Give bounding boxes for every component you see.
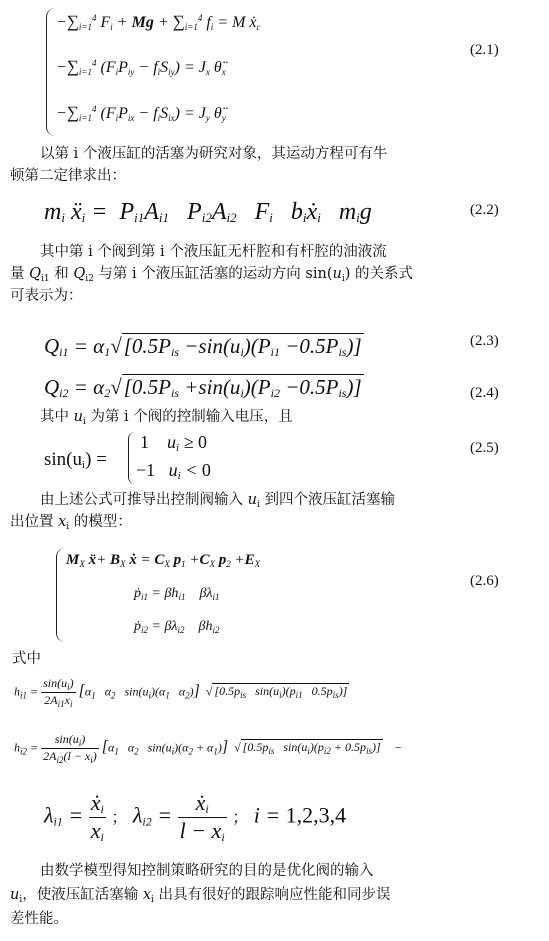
equation-2-6-line1: $M_X$ ẍ+ $B_X$ ẋ = $C_X$ $p_1 +C_X$ $p_2 +E_X$	[66, 552, 261, 569]
equation-2-6-line2: ṗ$_{i1}$ = $\beta h_{i1}$ $\beta\lambda_{i1}$	[134, 586, 220, 602]
paragraph-2-line1: 其中第 i 个阀到第 i 个液压缸无杆腔和有杆腔的油液流	[40, 244, 387, 260]
equation-2-5-case1: 1 $u_i \ge 0$	[140, 432, 207, 454]
equation-2-1-brace	[46, 8, 55, 136]
equation-2-3-number: (2.3)	[470, 333, 499, 349]
paragraph-4-line2: 出位置 $x_i$ 的模型：	[10, 514, 132, 532]
equation-2-1-line3: $-\sum_{i=1}^4$ $(F_iP_{ix} - f_iS_{ix}) = J_y$ $\thetä_y$	[56, 103, 226, 123]
equation-lambda: $\lambda_{i1}$ = $\frac{ẋ_i}{x_i}$ ； $\lambda_{i2}$ = $\frac{ẋ_i}{l - x_i}$ ； i = 1,2,3,4	[44, 790, 347, 844]
label-where: 式中	[12, 651, 41, 667]
equation-2-6-number: (2.6)	[470, 573, 499, 589]
paragraph-2-line2: 量 $Q_{i1}$ 和 $Q_{i2}$ 与第 i 个液压缸活塞的运动方向 $\sin(u_i)$ 的关系式	[10, 266, 413, 284]
paragraph-2-line3: 可表示为：	[10, 288, 83, 304]
equation-2-6-brace	[56, 548, 65, 642]
equation-2-5-case2: −1 $u_i < 0$	[136, 460, 211, 482]
equation-2-5-brace	[128, 432, 135, 484]
equation-2-5-number: (2.5)	[470, 440, 499, 456]
paragraph-5-line3: 差性能。	[10, 911, 68, 927]
paragraph-3: 其中 $u_i$ 为第 i 个阀的控制输入电压，且	[40, 409, 293, 427]
equation-2-6-line3: ṗ$_{i2}$ = $\beta\lambda_{i2}$ $\beta h_{i2}$	[134, 619, 220, 635]
paragraph-5-line1: 由数学模型得知控制策略研究的目的是优化阀的输入	[40, 863, 374, 879]
equation-2-2-number: (2.2)	[470, 202, 499, 218]
equation-2-1-line1: $-\sum_{i=1}^4$ $F_i + Mg + \sum_{i=1}^4$ $f_i = M$ ẋ$_c$	[56, 12, 261, 32]
paragraph-4-line1: 由上述公式可推导出控制阀输入 $u_i$ 到四个液压缸活塞输	[40, 492, 395, 510]
equation-2-4-number: (2.4)	[470, 385, 499, 401]
paragraph-1-line1: 以第 i 个液压缸的活塞为研究对象，其运动方程可有牛	[40, 146, 388, 162]
equation-2-3: $Q_{i1} = \alpha_1√[0.5P_{is} -\sin(u_i)(P_{i1} -0.5P_{is})]$	[44, 334, 362, 359]
paragraph-5-line2: $u_i$，使液压缸活塞输 $x_i$ 出具有很好的跟踪响应性能和同步误	[10, 887, 391, 905]
equation-2-1-number: (2.1)	[470, 42, 499, 58]
equation-h-i1: $h_{i1}$ = $\frac{\sin(u_i)}{2A_{i1}x_i}$ [$\alpha_1$ $\alpha_2$ $\sin(u_i)(\alpha_1$ $\alpha_2$)] √ [$0.5p_{is}$ $\sin(u_i)(p_{i1}$ $0.5p_{is}$)]	[14, 676, 348, 709]
equation-2-2: $m_i$ ẍ$_i$ = $P_{i1}A_{i1}$ $P_{i2}A_{i2}$ $F_i$ $b_iẋ_i$ $m_ig$	[44, 199, 372, 225]
equation-2-1-line2: $-\sum_{i=1}^4$ $(F_iP_{iy} - f_iS_{iy}) = J_x$ $\thetä_x$	[56, 57, 226, 77]
paragraph-1-line2: 顿第二定律求出：	[10, 168, 126, 184]
equation-2-5-lhs: $\sin(u_i)$ =	[44, 449, 107, 471]
equation-h-i2: $h_{i2}$ = $\frac{\sin(u_i)}{2A_{i2}(l - x_i)}$ [$\alpha_1$ $\alpha_2$ $\sin(u_i)(\alpha_2 + \alpha_1)$] √ [$0.5p_{is}$ $\sin(u_i)(p_{i2} + 0.5p_{is})$] −	[14, 732, 402, 765]
equation-2-4: $Q_{i2} = \alpha_2√[0.5P_{is} +\sin(u_i)(P_{i2} -0.5P_{is})]$	[44, 375, 362, 400]
